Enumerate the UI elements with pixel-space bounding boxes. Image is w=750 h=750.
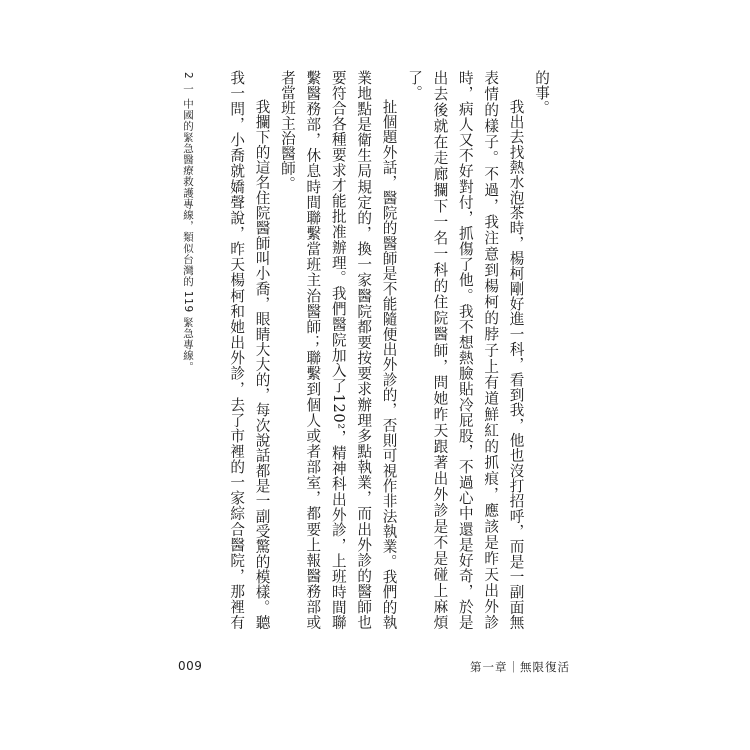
body-text (224, 70, 554, 630)
footnote: 2 一 中國的緊急醫療救護專線，類似台灣的 119 緊急專線。 (182, 72, 194, 373)
paragraph-1: 的事。 (533, 70, 550, 116)
paragraph-2: 我出去找熱水泡茶時，楊柯剛好進一科，看到我，他也沒打招呼，而是一副面無表情的樣子。不過，我注意到楊柯的脖子上有道鮮紅的抓痕，應該是昨天出外診時，病人又不好對付，抓傷了他。我不想熱臉貼冷屁股，不過心中還是好奇，於是出去後就在走廊攔下一名一科的住院醫師，問她昨天跟著出外診是不是碰上麻煩了。 (405, 70, 525, 630)
paragraph-4: 我攔下的這名住院醫師叫小喬，眼睛大大的，每次說話都是一副受驚的模樣。聽我一問，小喬就嬌聲說，昨天楊柯和她出外診，去了市裡的一家綜合醫院，那裡有 (228, 70, 271, 630)
paragraph-3: 扯個題外話，醫院的醫師是不能隨便出外診的，否則可視作非法執業。我們的執業地點是衛生局規定的，換一家醫院都要按要求辦理多點執業，而出外診的醫師也要符合各種要求才能批准辦理。我們醫院加入了120²，精神科出外診，上班時間聯繫醫務部，休息時間聯繫當班主治醫師；聯繫到個人或者部室，都要上報醫務部或者當班主治醫師。 (278, 70, 398, 630)
running-head: 第一章｜無限復活 (470, 660, 570, 674)
page-number: 009 (178, 659, 203, 673)
